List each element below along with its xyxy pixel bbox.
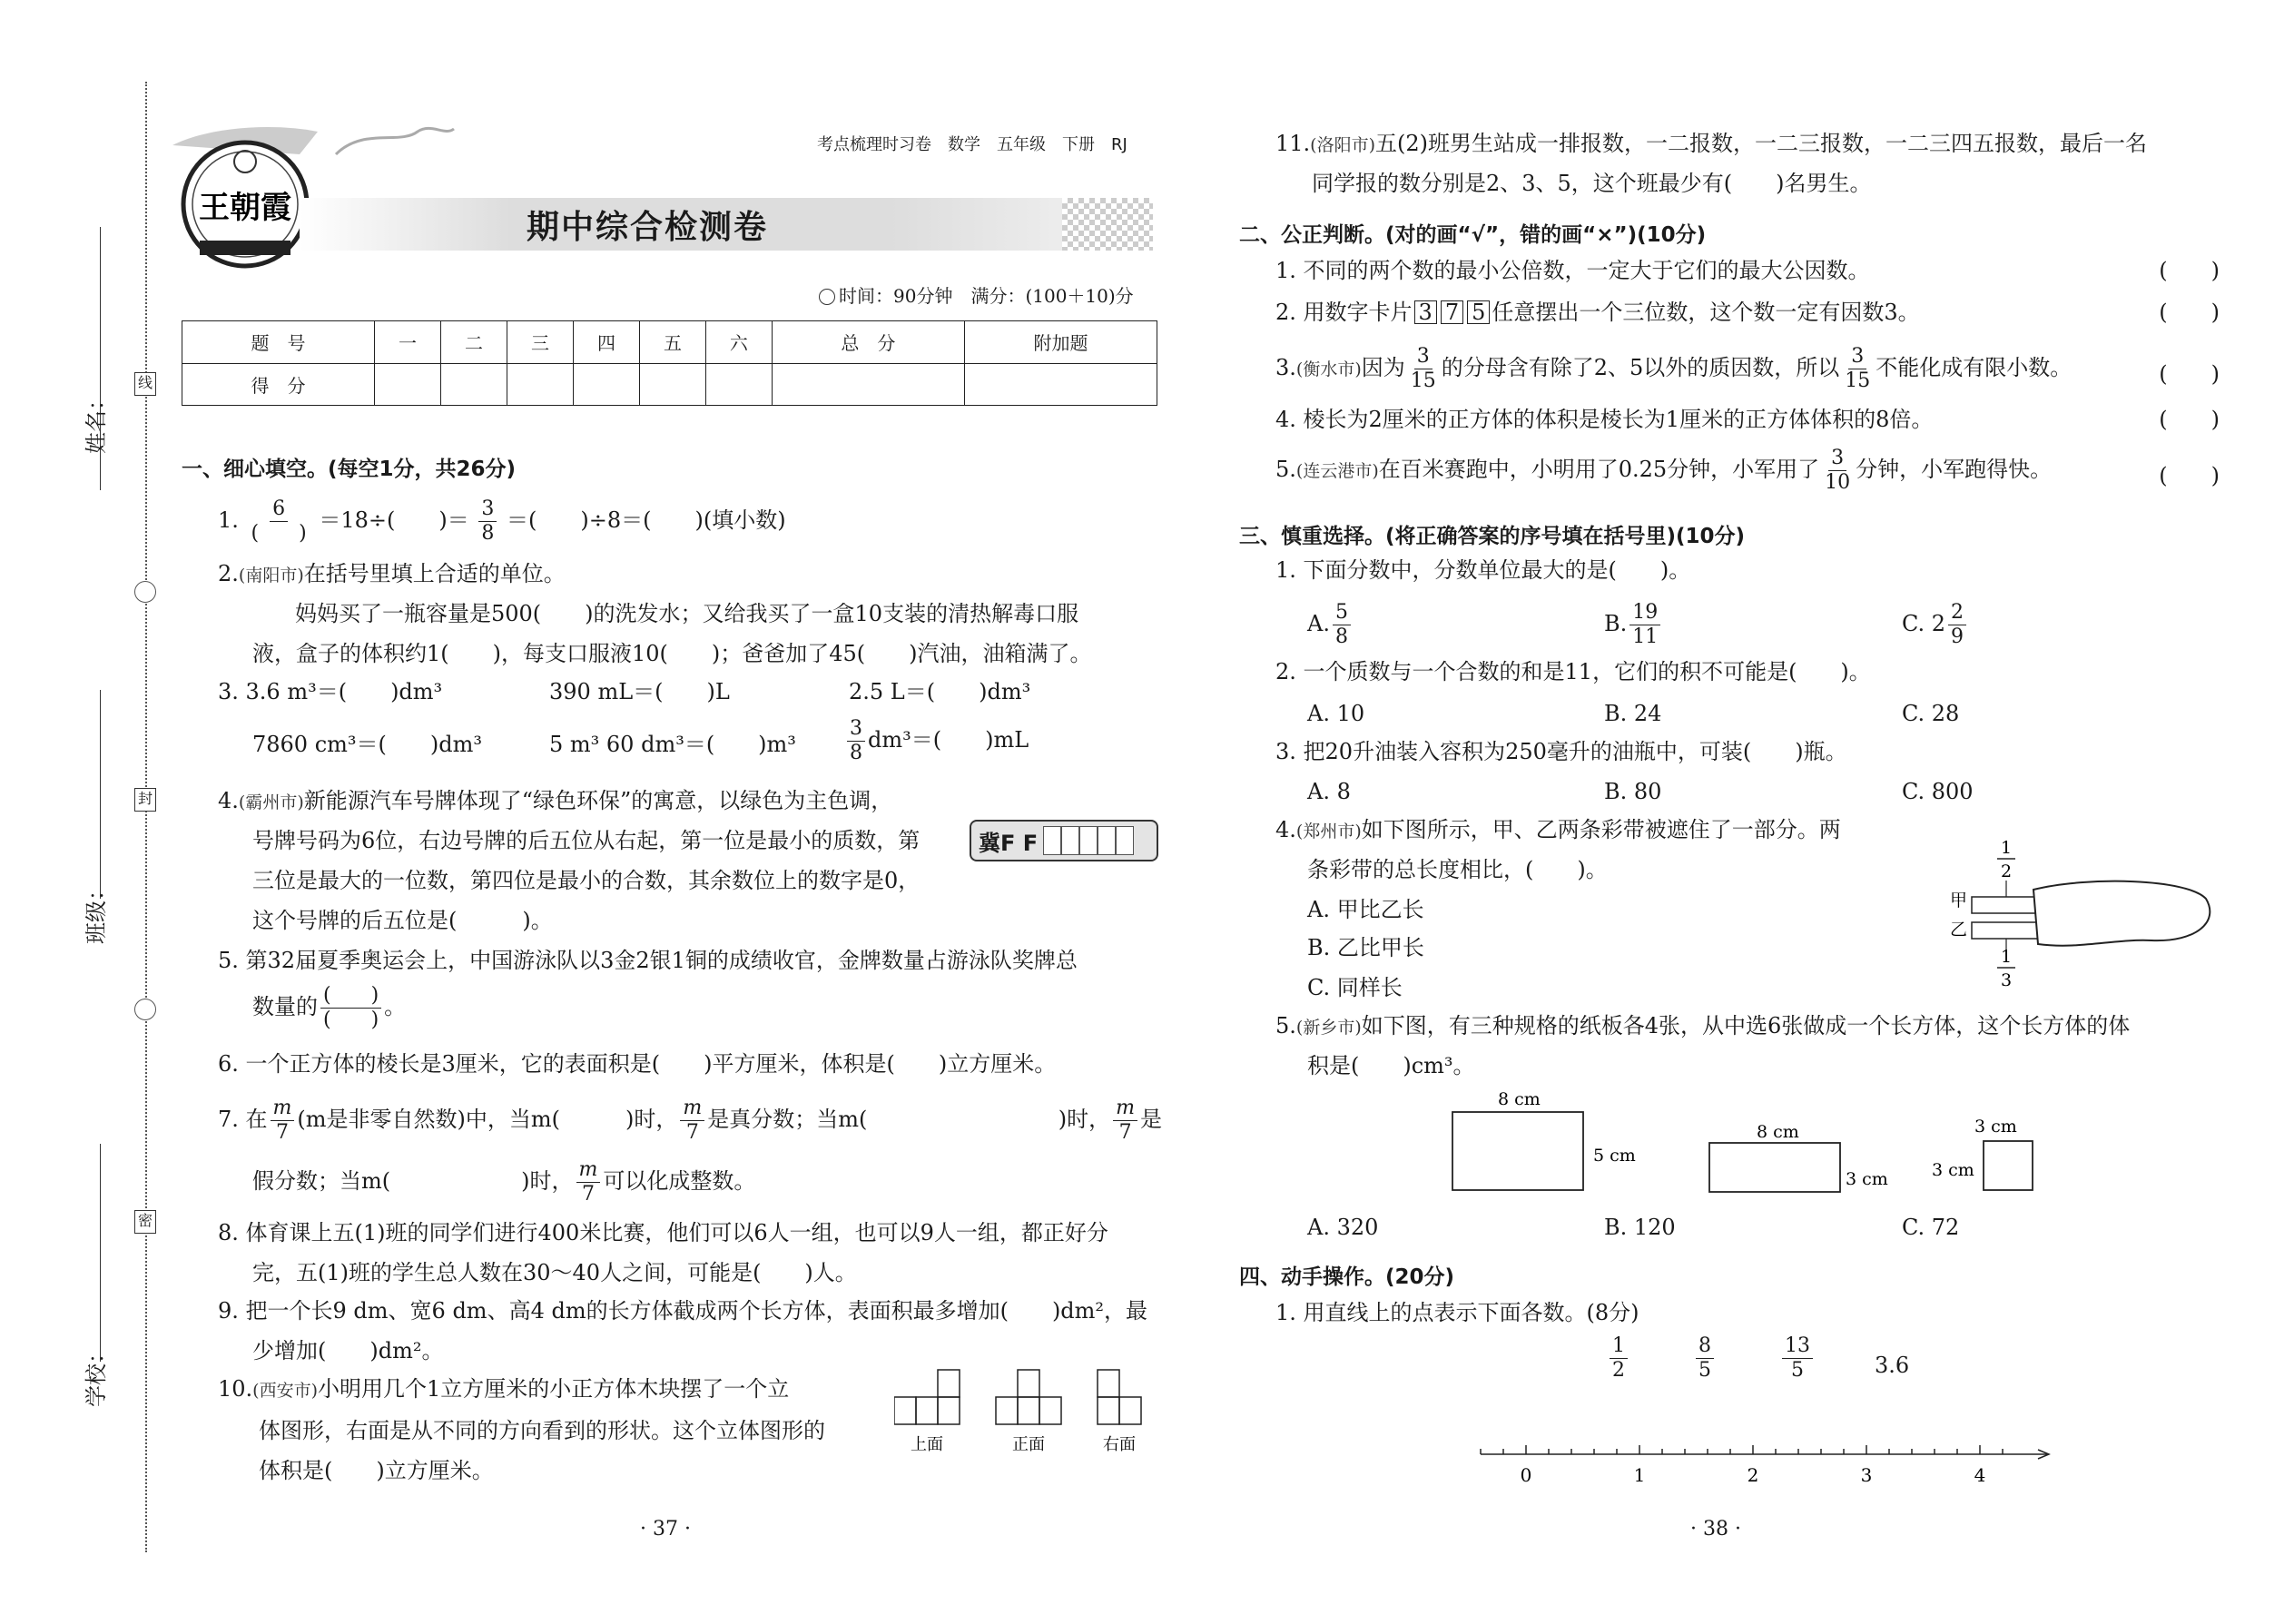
q-text: 分钟，小军跑得快。: [1856, 457, 2053, 482]
ribbon-icon: [327, 118, 463, 163]
score-cell[interactable]: [375, 363, 441, 406]
q-number: 4.: [1275, 817, 1296, 842]
binding-school-field[interactable]: [100, 1144, 107, 1362]
q-number: 10.: [218, 1376, 253, 1402]
view-label: 上面: [911, 1435, 943, 1454]
question-4-line: 三位是最大的一位数，第四位是最小的合数，其余数位上的数字是0，: [252, 868, 921, 893]
score-cell[interactable]: [639, 363, 705, 406]
question-11: [1275, 125, 2147, 163]
question-10-line: 体图形，右面是从不同的方向看到的形状。这个立体图形的: [259, 1418, 825, 1443]
question-3f: [844, 719, 1029, 763]
choice-4-option-c[interactable]: C. 同样长: [1307, 975, 1403, 1000]
source-city: (连云港市): [1295, 461, 1379, 481]
question-2-line: 妈妈买了一瓶容量是500( )的洗发水；又给我买了一盒10支装的清热解毒口服: [295, 601, 1079, 626]
q-text: 是: [1140, 1107, 1162, 1132]
question-9-line: 少增加( )dm²。: [252, 1338, 444, 1363]
plate-slot: [1079, 826, 1098, 855]
checker-pattern: [1062, 198, 1153, 251]
view-label: 右面: [1103, 1435, 1136, 1454]
choice-5-line: 积是( )cm³。: [1307, 1053, 1475, 1078]
q-number: 4.: [218, 788, 239, 813]
question-3a: 3. 3.6 m³＝( )dm³: [218, 679, 443, 704]
score-cell[interactable]: [573, 363, 639, 406]
operation-1: 1. 用直线上的点表示下面各数。(8分): [1275, 1300, 1639, 1325]
score-table-header: 一: [375, 321, 441, 364]
fraction: $\frac{3}{8}$: [478, 499, 497, 544]
question-7: [218, 1098, 1162, 1143]
score-row-label: 得 分: [182, 363, 375, 406]
fraction: $\frac{2}{9}$: [1948, 603, 1966, 647]
option-label: B.: [1604, 611, 1628, 636]
choice-5: [1275, 1008, 2130, 1046]
tick-label: 1: [1633, 1464, 1646, 1486]
digit-card: 3: [1414, 300, 1437, 324]
source-city: (洛阳市): [1310, 135, 1375, 155]
choice-5-option-b[interactable]: B. 120: [1604, 1215, 1676, 1240]
answer-paren[interactable]: ( ): [2159, 361, 2220, 387]
q-text: 小明用几个1立方厘米的小正方体木块摆了一个立: [318, 1376, 790, 1402]
plate-prefix: 冀F F: [979, 830, 1039, 856]
source-city: (新乡市): [1295, 1018, 1362, 1038]
fraction: $\frac{( )}{( )}$: [320, 986, 381, 1030]
score-table-header-row: [182, 321, 1157, 364]
question-8-line: 8. 体育课上五(1)班的同学们进行400米比赛，他们可以6人一组，也可以9人一组，都正好分: [218, 1220, 1108, 1245]
score-table-header: 四: [573, 321, 639, 364]
score-cell[interactable]: [441, 363, 507, 406]
dimension-label: 5 cm: [1593, 1146, 1636, 1166]
fraction: $\frac{3}{8}$: [847, 719, 865, 763]
q-number: 3.: [1275, 355, 1296, 380]
view-label: 正面: [1012, 1435, 1045, 1454]
choice-3: 3. 把20升油装入容积为250毫升的油瓶中，可装( )瓶。: [1275, 739, 1847, 764]
option-label: C. 2: [1902, 611, 1946, 636]
section-heading: 三、慎重选择。(将正确答案的序号填在括号里)(10分): [1239, 525, 1746, 548]
choice-4: [1275, 812, 1841, 850]
plate-slot: [1098, 826, 1116, 855]
source-city: (霸州市): [238, 792, 304, 812]
q-text: 因为: [1361, 355, 1405, 380]
plate-slot: [1043, 826, 1061, 855]
tick-label: 0: [1520, 1464, 1532, 1486]
choice-3-option-a[interactable]: A. 8: [1307, 779, 1351, 804]
dimension-label: 8 cm: [1757, 1122, 1799, 1142]
section-heading: 四、动手操作。(20分): [1239, 1265, 1455, 1289]
plate-slot: [1116, 826, 1134, 855]
q-number: 5.: [1275, 1013, 1296, 1038]
judge-3: [1275, 347, 2220, 391]
question-10: [218, 1371, 789, 1409]
source-city: (郑州市): [1295, 822, 1362, 842]
decimal-value: 3.6: [1875, 1353, 1910, 1378]
svg-text:1: 1: [2000, 947, 2013, 967]
tick-label: 2: [1747, 1464, 1759, 1486]
q-text: 是真分数；当m(: [707, 1107, 868, 1132]
license-plate: [970, 820, 1158, 861]
question-5-line: 5. 第32届夏季奥运会上，中国游泳队以3金2银1铜的成绩收官，金牌数量占游泳队奖牌总: [218, 948, 1078, 973]
question-4-line: 号牌号码为6位，右边号牌的后五位从右起，第一位是最小的质数，第: [252, 828, 921, 853]
choice-2: 2. 一个质数与一个合数的和是11，它们的积不可能是( )。: [1275, 659, 1871, 684]
binding-class-label: 班级：: [84, 879, 109, 944]
question-3b: 390 mL＝( )L: [549, 679, 730, 704]
score-cell[interactable]: [705, 363, 772, 406]
fraction: $\frac{1}{2}$: [1610, 1336, 1628, 1381]
ribbon-figure: [1934, 835, 2224, 999]
fraction: $\frac{5}{8}$: [1333, 603, 1351, 647]
fraction: $\frac{8}{5}$: [1696, 1336, 1714, 1381]
fraction: $\frac{m}{7}$: [1113, 1098, 1137, 1143]
q-text: 五(2)班男生站成一排报数，一二报数，一二三报数，一二三四五报数，最后一名: [1375, 131, 2147, 156]
page-number-right: · 38 ·: [1690, 1518, 1741, 1540]
fraction: $\frac{m}{7}$: [680, 1098, 704, 1143]
choice-1-option-a[interactable]: [1307, 603, 1354, 647]
q-text: (m是非零自然数)中，当m( )时，: [297, 1107, 678, 1132]
q-text: 1. 不同的两个数的最小公倍数，一定大于它们的最大公因数。: [1275, 258, 1870, 283]
q-text: dm³＝( )mL: [868, 727, 1029, 753]
svg-text:1: 1: [2000, 838, 2013, 858]
seal-secret-mark: 密: [134, 1210, 156, 1234]
page-title: 期中综合检测卷: [527, 209, 769, 246]
question-6: 6. 一个正方体的棱长是3厘米，它的表面积是( )平方厘米，体积是( )立方厘米。: [218, 1051, 1057, 1077]
front-view: [996, 1370, 1061, 1424]
question-7-line: [252, 1160, 755, 1205]
header-subtitle: 考点梳理时习卷 数学 五年级 下册 RJ: [817, 135, 1127, 154]
q-text: 不能化成有限小数。: [1876, 355, 2072, 380]
score-table-header: 附加题: [964, 321, 1157, 364]
score-table: [182, 320, 1157, 406]
flower-ornament-icon: [134, 581, 156, 603]
fraction: $\frac{13}{5}$: [1782, 1336, 1813, 1381]
svg-text:3: 3: [2000, 970, 2013, 990]
seal-line-mark: 线: [134, 372, 156, 396]
question-11-line: 同学报的数分别是2、3、5，这个班最少有( )名男生。: [1312, 171, 1872, 196]
q-text: 可以化成整数。: [603, 1168, 756, 1194]
question-1: [218, 499, 786, 544]
choice-3-option-b[interactable]: B. 80: [1604, 779, 1662, 804]
section-heading: 二、公正判断。(对的画“√”，错的画“×”)(10分): [1239, 223, 1707, 247]
score-table-header: 题 号: [182, 321, 375, 364]
question-3d: 7860 cm³＝( )dm³: [252, 732, 482, 757]
judge-1: [1275, 252, 2220, 289]
choice-2-option-c[interactable]: C. 28: [1902, 701, 1960, 726]
cube-views-figure: [894, 1366, 1157, 1457]
logo-text: 王朝霞: [199, 190, 291, 226]
question-5-line: 数量的 $\frac{( )}{( )}$ 。: [252, 984, 407, 1031]
binding-line: [145, 82, 147, 1552]
score-table-header: 二: [441, 321, 507, 364]
score-table-header: 总 分: [772, 321, 964, 364]
q-text: 7. 在: [218, 1107, 268, 1132]
q-text: )时，: [521, 1168, 574, 1194]
q-number: 5.: [1275, 457, 1296, 482]
dimension-label: 3 cm: [1974, 1117, 2017, 1137]
number-line[interactable]: [1466, 1434, 2056, 1489]
q-number: 11.: [1275, 131, 1311, 156]
choice-1-option-c[interactable]: [1902, 603, 1969, 647]
fraction: $\frac{19}{11}$: [1629, 603, 1660, 647]
fraction: $\frac{m}{7}$: [271, 1098, 295, 1143]
score-cell[interactable]: [772, 363, 964, 406]
q-text: 假分数；当m(: [252, 1168, 391, 1194]
question-4-line: 这个号牌的后五位是( )。: [252, 908, 553, 933]
question-3e: 5 m³ 60 dm³＝( )m³: [549, 732, 796, 757]
judge-2: [1275, 294, 2220, 330]
ribbon-label: 乙: [1950, 920, 1968, 940]
score-table-row: [182, 363, 1157, 406]
question-4: [218, 782, 892, 821]
digit-card: 7: [1441, 300, 1463, 324]
tick-label: 4: [1974, 1464, 1986, 1486]
q-text: 任意摆出一个三位数，这个数一定有因数3。: [1492, 300, 1920, 325]
fraction: $\frac{6}{( )}$: [251, 497, 307, 545]
choice-4-option-b[interactable]: B. 乙比甲长: [1307, 935, 1424, 960]
q-text: 4. 棱长为2厘米的正方体的体积是棱长为1厘米的正方体体积的8倍。: [1275, 407, 1934, 432]
q-number: 2.: [218, 561, 239, 586]
choice-4-line: 条彩带的总长度相比，( )。: [1307, 857, 1608, 882]
choice-2-option-b[interactable]: B. 24: [1604, 701, 1662, 726]
source-city: (南阳市): [238, 566, 304, 586]
q-text: 数量的: [252, 994, 318, 1019]
score-cell[interactable]: [507, 363, 573, 406]
fraction: $\frac{3}{15}$: [1410, 345, 1436, 392]
source-city: (衡水市): [1295, 359, 1362, 379]
clock-icon: [819, 289, 835, 305]
judge-5: [1275, 448, 2220, 493]
plate-slot: [1061, 826, 1079, 855]
q-text: 如下图所示，甲、乙两条彩带被遮住了一部分。两: [1361, 817, 1841, 842]
fraction: $\frac{m}{7}$: [576, 1160, 601, 1205]
option-label: A.: [1307, 611, 1330, 636]
choice-2-option-a[interactable]: A. 10: [1307, 701, 1365, 726]
q-text: 的分母含有除了2、5以外的质因数，所以: [1441, 355, 1840, 380]
q-text: )时，: [1058, 1107, 1111, 1132]
choice-1-option-b[interactable]: [1604, 603, 1663, 647]
question-3c: 2.5 L＝( )dm³: [849, 679, 1031, 704]
answer-paren[interactable]: ( ): [2159, 258, 2220, 283]
ribbon-label: 甲: [1950, 891, 1968, 910]
question-2-line: 液，盒子的体积约1( )，每支口服液10( )；爸爸加了45( )汽油，油箱满了。: [252, 641, 1092, 666]
time-info: 时间：90分钟 满分：(100＋10)分: [839, 285, 1134, 307]
answer-paren[interactable]: ( ): [2159, 463, 2220, 488]
q1-number: 1.: [218, 507, 239, 533]
question-9-line: 9. 把一个长9 dm、宽6 dm、高4 dm的长方体截成两个长方体，表面积最多增加( )dm²，最: [218, 1298, 1148, 1324]
q-text: 2. 用数字卡片: [1275, 300, 1413, 325]
flower-ornament-icon: [134, 999, 156, 1020]
score-table-header: 五: [639, 321, 705, 364]
q1-text: ＝( )÷8＝( )(填小数): [507, 507, 786, 533]
q-text: 新能源汽车号牌体现了“绿色环保”的寓意，以绿色为主色调，: [303, 788, 893, 813]
q-text: 在括号里填上合适的单位。: [303, 561, 566, 586]
svg-text:2: 2: [2000, 861, 2013, 881]
score-table-header: 六: [705, 321, 772, 364]
tick-label: 3: [1860, 1464, 1873, 1486]
cardboard-figure: [1443, 1085, 2079, 1194]
q1-text: ＝18÷( )＝: [319, 507, 469, 533]
choice-3-option-c[interactable]: C. 800: [1902, 779, 1974, 804]
answer-paren[interactable]: ( ): [2159, 300, 2220, 325]
choice-4-option-a[interactable]: A. 甲比乙长: [1307, 897, 1424, 922]
q-text: 如下图，有三种规格的纸板各4张，从中选6张做成一个长方体，这个长方体的体: [1361, 1013, 2131, 1038]
choice-5-option-c[interactable]: C. 72: [1902, 1215, 1960, 1240]
top-view: [894, 1370, 960, 1424]
choice-1: 1. 下面分数中，分数单位最大的是( )。: [1275, 557, 1691, 583]
right-view: [1098, 1370, 1141, 1424]
number-list: [1607, 1334, 1910, 1391]
question-2: [218, 556, 566, 594]
fraction: $\frac{3}{15}$: [1845, 345, 1871, 392]
choice-5-option-a[interactable]: A. 320: [1307, 1215, 1379, 1240]
binding-name-label: 姓名：: [84, 389, 109, 454]
seal-seal-mark: 封: [134, 788, 156, 812]
question-10-line: 体积是( )立方厘米。: [259, 1458, 494, 1483]
judge-4: [1275, 401, 2220, 438]
score-cell[interactable]: [964, 363, 1157, 406]
source-city: (西安市): [252, 1381, 318, 1401]
binding-class-field[interactable]: [100, 690, 107, 899]
fraction: $\frac{3}{10}$: [1825, 447, 1851, 494]
page-number-left: · 37 ·: [640, 1518, 691, 1540]
score-table-header: 三: [507, 321, 573, 364]
dimension-label: 3 cm: [1846, 1169, 1888, 1189]
digit-card: 5: [1467, 300, 1490, 324]
dimension-label: 3 cm: [1932, 1160, 1974, 1180]
binding-school-label: 学校：: [84, 1342, 109, 1407]
answer-paren[interactable]: ( ): [2159, 407, 2220, 432]
q-text: 在百米赛跑中，小明用了0.25分钟，小军用了: [1378, 457, 1820, 482]
question-8-line: 完，五(1)班的学生总人数在30～40人之间，可能是( )人。: [252, 1260, 857, 1285]
dimension-label: 8 cm: [1498, 1089, 1541, 1109]
section-heading: 一、细心填空。(每空1分，共26分): [182, 458, 517, 481]
